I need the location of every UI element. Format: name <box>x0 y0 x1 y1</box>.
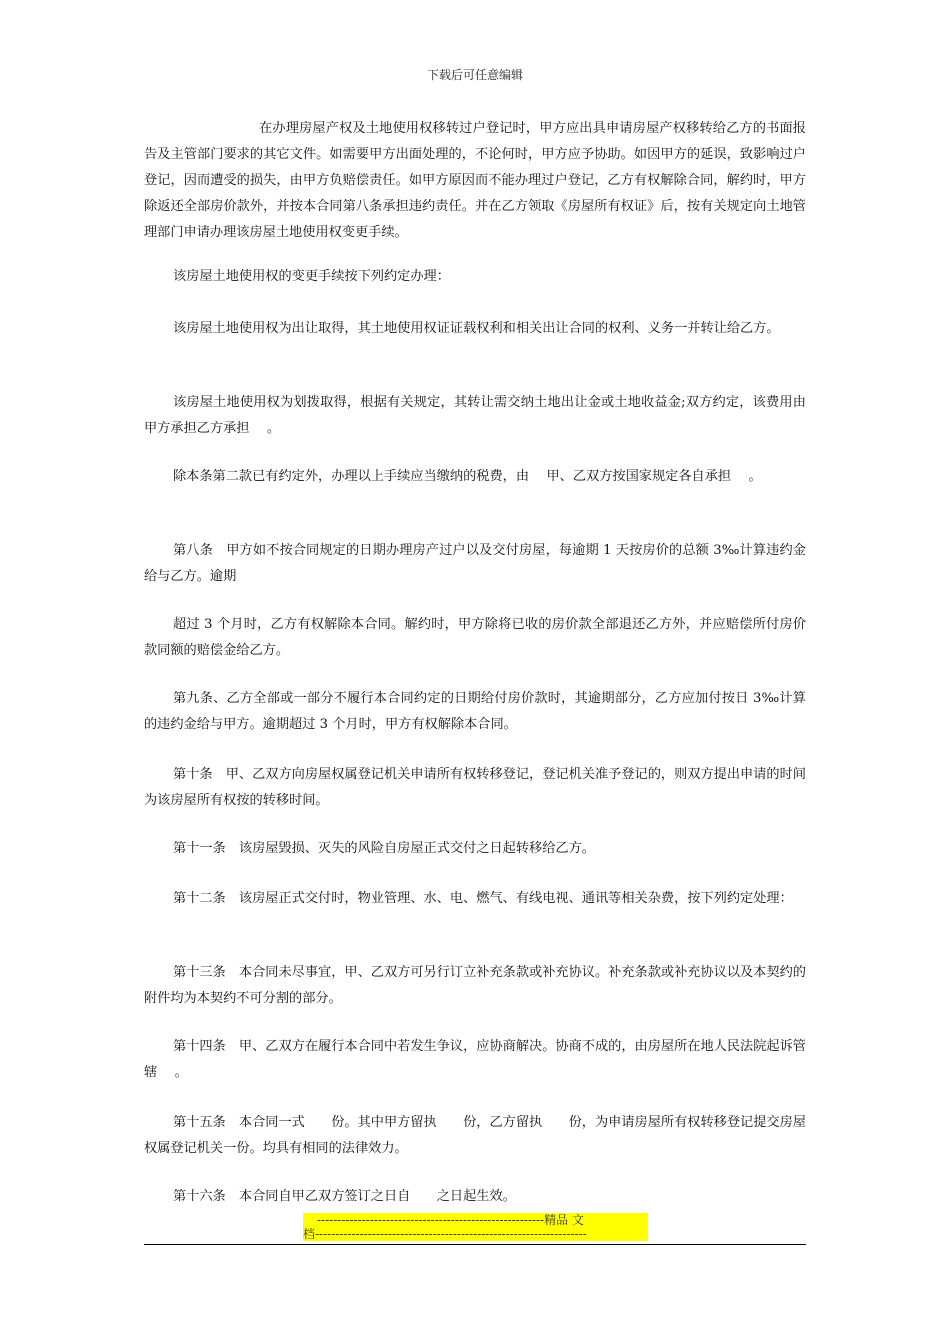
paragraph-taxes: 除本条第二款已有约定外，办理以上手续应当缴纳的税费，由 甲、乙双方按国家规定各自承担 。 <box>173 469 762 484</box>
article-13: 第十三条 本合同未尽事宜，甲、乙双方可另行订立补充条款或补充协议。补充条款或补充协议以及本契约的附件均为本契约不可分割的部分。 <box>144 965 806 1006</box>
article-16: 第十六条 本合同自甲乙双方签订之日自 之日起生效。 <box>173 1189 516 1204</box>
article-11: 第十一条 该房屋毁损、灭失的风险自房屋正式交付之日起转移给乙方。 <box>173 841 595 856</box>
article-10: 第十条 甲、乙双方向房屋权属登记机关申请所有权转移登记，登记机关准予登记的，则双方提出申请的时间为该房屋所有权按的转移时间。 <box>144 767 806 808</box>
page-header: 下载后可任意编辑 <box>426 68 523 82</box>
paragraph-transfer-registration: 在办理房屋产权及土地使用权移转过户登记时，甲方应出具申请房屋产权移转给乙方的书面报告及主管部门要求的其它文件。如需要甲方出面处理的，不论何时，甲方应予协助。如因甲方的延误，致影响过户登记，因而遭受的损失，由甲方负赔偿责任。如甲方原因而不能办理过户登记，乙方有权解除合同，解约时，甲方除返还全部房价款外，并按本合同第八条承担违约责任。并在乙方领取《房屋所有权证》后，按有关规定向土地管理部门申请办理该房屋土地使用权变更手续。 <box>144 121 806 240</box>
footer-line-2: 档------------------------------------------------------------------- <box>303 1227 587 1241</box>
article-14: 第十四条 甲、乙双方在履行本合同中若发生争议，应协商解决。协商不成的，由房屋所在地人民法院起诉管辖 。 <box>144 1039 806 1080</box>
paragraph-land-use-granted: 该房屋土地使用权为出让取得，其土地使用权证证载权利和相关出让合同的权利、义务一并转让给乙方。 <box>173 321 780 336</box>
article-12: 第十二条 该房屋正式交付时，物业管理、水、电、燃气、有线电视、通讯等相关杂费，按下列约定处理： <box>173 891 793 906</box>
article-8: 第八条 甲方如不按合同规定的日期办理房产过户以及交付房屋，每逾期 1 天按房价的总额 3‰计算违约金给与乙方。逾期 <box>144 543 806 584</box>
article-15: 第十五条 本合同一式 份。其中甲方留执 份，乙方留执 份，为申请房屋所有权转移登记提交房屋权属登记机关一份。均具有相同的法律效力。 <box>144 1115 806 1156</box>
footer-rule <box>144 1244 806 1245</box>
footer-watermark-band <box>303 1213 648 1241</box>
footer-line-1: --------------------------------------------------------精品 文 <box>317 1213 584 1227</box>
article-8-continued: 超过 3 个月时，乙方有权解除本合同。解约时，甲方除将已收的房价款全部退还乙方外，并应赔偿所付房价款同额的赔偿金给乙方。 <box>144 617 806 658</box>
paragraph-land-use-allocated: 该房屋土地使用权为划拨取得，根据有关规定，其转让需交纳土地出让金或土地收益金;双方约定，该费用由 甲方承担乙方承担 。 <box>144 395 820 436</box>
paragraph-land-use-intro: 该房屋土地使用权的变更手续按下列约定办理： <box>173 269 450 284</box>
article-9: 第九条、乙方全部或一部分不履行本合同约定的日期给付房价款时，其逾期部分，乙方应加付按日 3‰计算的违约金给与甲方。逾期超过 3 个月时，甲方有权解除本合同。 <box>144 691 806 732</box>
